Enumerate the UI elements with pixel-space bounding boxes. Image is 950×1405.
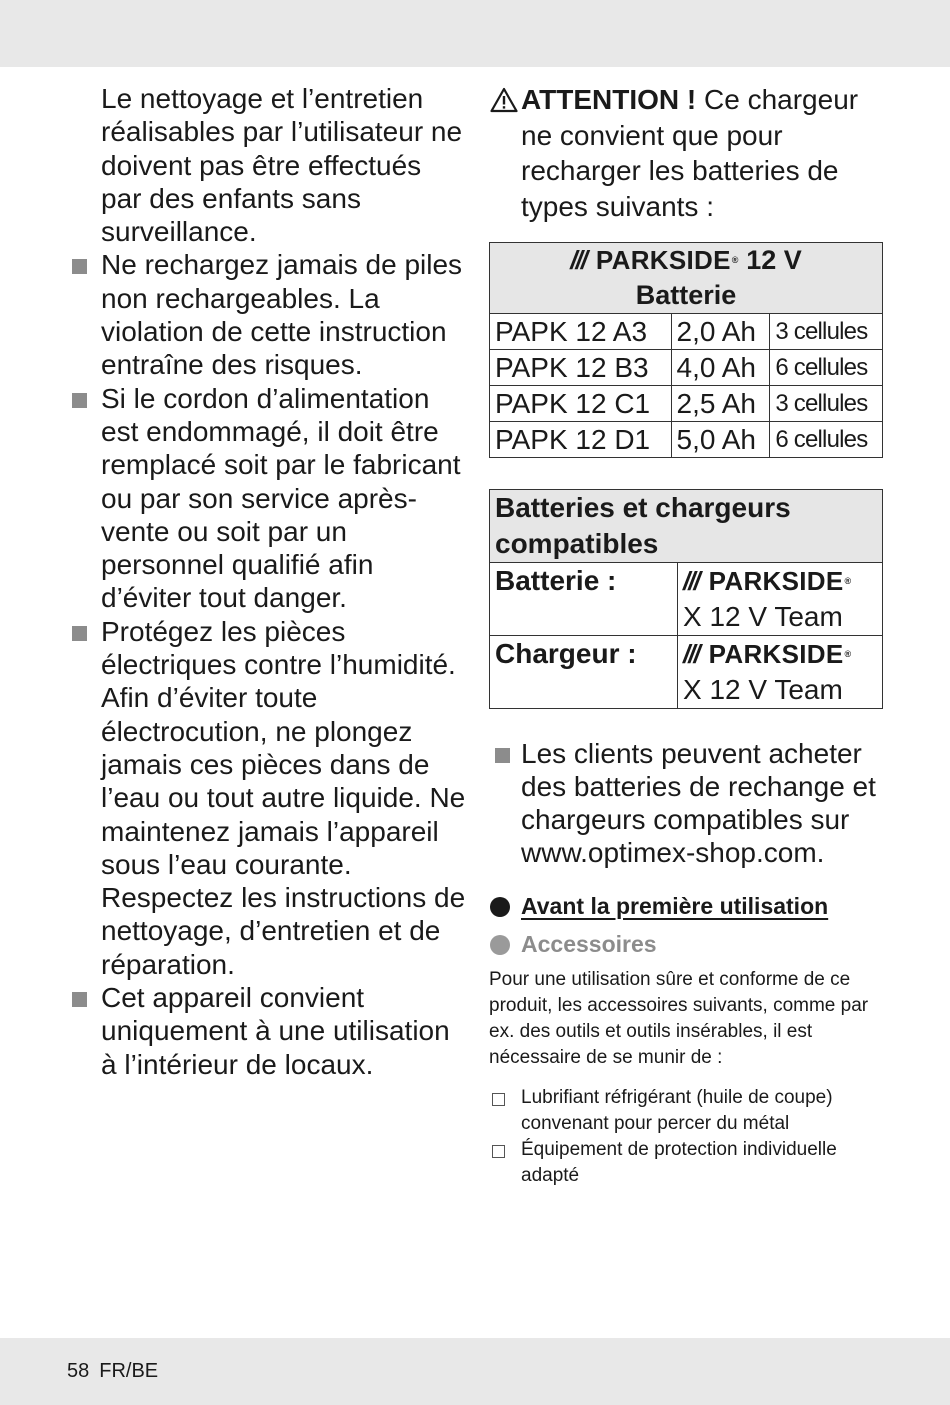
attention-label: ATTENTION ! <box>521 84 697 115</box>
locale-label: FR/BE <box>99 1360 159 1382</box>
product-name: X 12 V Team <box>683 601 843 632</box>
charger-product-cell <box>678 636 883 709</box>
table-row <box>490 350 883 386</box>
battery-header-label: Batterie <box>635 280 737 310</box>
bullet-item-humidity: Protégez les pièces électriques contre l’humidité. Afin d’éviter toute électrocution, ne plongez jamais ces pièces dans de l’eau ou tout autre liquide. Ne maintenez jamais l’appareil sous l’eau courante. Respectez les instructions de nettoyage, d’entretien et de réparation. <box>72 615 467 981</box>
cells-cell: 6 cellules <box>770 422 883 458</box>
battery-label-cell: Batterie : <box>490 563 678 636</box>
warning-triangle-icon <box>490 87 518 113</box>
cells-cell: 6 cellules <box>770 350 883 386</box>
parkside-logo: /// PARKSIDE ® <box>683 639 852 669</box>
model-cell: PAPK 12 D1 <box>490 422 672 458</box>
table-row <box>490 563 883 636</box>
bullet-item-non-rechargeable: Ne rechargez jamais de piles non rechargeables. La violation de cette instruction entraîne des risques. <box>72 248 467 381</box>
capacity-cell: 4,0 Ah <box>671 350 770 386</box>
capacity-cell: 2,5 Ah <box>671 386 770 422</box>
bullet-item-indoor-use: Cet appareil convient uniquement à une utilisation à l’intérieur de locaux. <box>72 981 467 1081</box>
right-column <box>489 82 884 1189</box>
parkside-logo: /// PARKSIDE ® <box>683 566 852 596</box>
parkside-logo: /// PARKSIDE ® <box>570 245 739 275</box>
page-footer <box>67 1360 168 1383</box>
section-heading: Avant la première utilisation <box>489 889 884 924</box>
cells-cell: 3 cellules <box>770 386 883 422</box>
model-cell: PAPK 12 C1 <box>490 386 672 422</box>
bullet-item-clients: Les clients peuvent acheter des batteries de rechange et chargeurs compatibles sur www.optimex-shop.com. <box>489 737 884 869</box>
table-row <box>490 314 883 350</box>
list-item: Lubrifiant réfrigérant (huile de coupe) convenant pour percer du métal <box>489 1085 884 1137</box>
text-item-cleaning: Le nettoyage et l’entretien réalisables par l’utilisateur ne doivent pas être effectués par des enfants sans surveillance. <box>101 83 463 248</box>
attention-notice <box>489 82 884 224</box>
product-name: X 12 V Team <box>683 674 843 705</box>
accessories-paragraph: Pour une utilisation sûre et conforme de ce produit, les accessoires suivants, comme par ex. des outils et outils insérables, il est nécessaire de se munir de : <box>489 969 869 1068</box>
charger-label-cell: Chargeur : <box>490 636 678 709</box>
left-column <box>72 82 467 1081</box>
battery-table <box>489 242 883 458</box>
page-number: 58 <box>67 1360 90 1382</box>
model-cell: PAPK 12 A3 <box>490 314 672 350</box>
top-band <box>0 0 950 67</box>
compatibility-table <box>489 489 883 709</box>
capacity-cell: 2,0 Ah <box>671 314 770 350</box>
battery-table-header <box>490 243 883 314</box>
cells-cell: 3 cellules <box>770 314 883 350</box>
subsection-heading: Accessoires <box>489 928 884 961</box>
compatibility-table-header: Batteries et chargeurs compatibles <box>490 490 883 563</box>
capacity-cell: 5,0 Ah <box>671 422 770 458</box>
accessories-list <box>489 1085 884 1189</box>
model-cell: PAPK 12 B3 <box>490 350 672 386</box>
table-row <box>490 386 883 422</box>
voltage-label: 12 V <box>738 245 802 275</box>
table-row <box>490 636 883 709</box>
battery-product-cell <box>678 563 883 636</box>
bullet-item-power-cord: Si le cordon d’alimentation est endommagé, il doit être remplacé soit par le fabricant ou par son service après-vente ou soit par un personnel qualifié afin d’éviter tout danger. <box>72 382 467 615</box>
list-item: Équipement de protection individuelle adapté <box>489 1137 884 1189</box>
attention-text: Ce chargeur ne convient que pour recharger les batteries de types suivants : <box>521 84 859 222</box>
table-row <box>490 422 883 458</box>
